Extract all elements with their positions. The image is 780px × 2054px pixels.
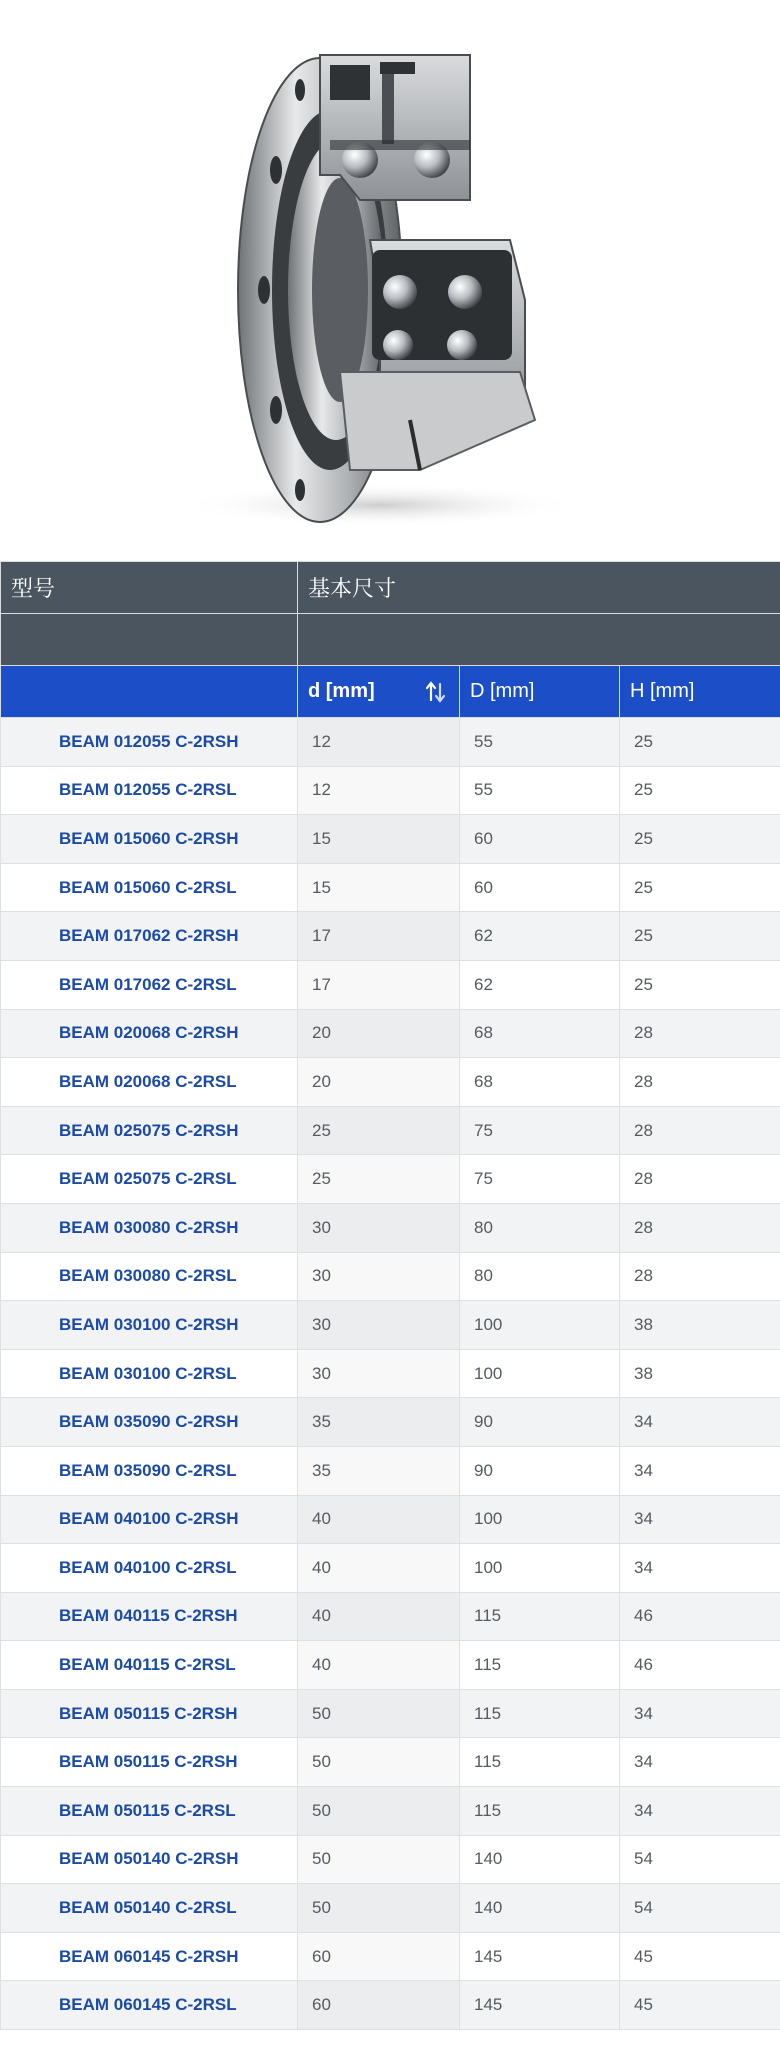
cell-H: 34 bbox=[620, 1495, 780, 1544]
table-body bbox=[1, 718, 780, 2030]
header-basic-dimensions: 基本尺寸 bbox=[298, 562, 780, 614]
model-link[interactable]: BEAM 012055 C-2RSH bbox=[1, 718, 298, 767]
cell-H: 34 bbox=[620, 1787, 780, 1836]
model-link[interactable]: BEAM 030100 C-2RSL bbox=[1, 1349, 298, 1398]
cell-H: 25 bbox=[620, 766, 780, 815]
cell-D: 100 bbox=[460, 1349, 620, 1398]
cell-H: 45 bbox=[620, 1981, 780, 2030]
cell-H: 45 bbox=[620, 1932, 780, 1981]
model-link[interactable]: BEAM 060145 C-2RSH bbox=[1, 1932, 298, 1981]
cell-H: 38 bbox=[620, 1349, 780, 1398]
cell-d: 30 bbox=[298, 1203, 460, 1252]
table-row bbox=[1, 912, 780, 961]
cell-d: 25 bbox=[298, 1106, 460, 1155]
cell-d: 50 bbox=[298, 1787, 460, 1836]
cell-d: 17 bbox=[298, 960, 460, 1009]
cell-D: 80 bbox=[460, 1252, 620, 1301]
cell-D: 115 bbox=[460, 1592, 620, 1641]
column-header-d-label: d [mm] bbox=[308, 680, 375, 702]
model-link[interactable]: BEAM 017062 C-2RSL bbox=[1, 960, 298, 1009]
cell-d: 40 bbox=[298, 1544, 460, 1593]
table-row bbox=[1, 1203, 780, 1252]
cell-D: 100 bbox=[460, 1301, 620, 1350]
cell-D: 90 bbox=[460, 1398, 620, 1447]
model-link[interactable]: BEAM 030100 C-2RSH bbox=[1, 1301, 298, 1350]
cell-d: 30 bbox=[298, 1301, 460, 1350]
cell-D: 68 bbox=[460, 1058, 620, 1107]
cell-D: 115 bbox=[460, 1738, 620, 1787]
cell-H: 25 bbox=[620, 863, 780, 912]
model-link[interactable]: BEAM 012055 C-2RSL bbox=[1, 766, 298, 815]
table-row bbox=[1, 960, 780, 1009]
model-link[interactable]: BEAM 035090 C-2RSL bbox=[1, 1446, 298, 1495]
column-header-H[interactable]: H [mm] bbox=[620, 666, 780, 718]
cell-H: 34 bbox=[620, 1544, 780, 1593]
sort-arrows-icon[interactable] bbox=[425, 680, 447, 704]
cell-d: 50 bbox=[298, 1738, 460, 1787]
cell-H: 25 bbox=[620, 960, 780, 1009]
column-header-blank bbox=[1, 666, 298, 718]
cell-H: 28 bbox=[620, 1058, 780, 1107]
cell-H: 46 bbox=[620, 1641, 780, 1690]
table-row bbox=[1, 1981, 780, 2030]
product-table bbox=[0, 561, 780, 2030]
cell-H: 34 bbox=[620, 1738, 780, 1787]
model-link[interactable]: BEAM 050140 C-2RSH bbox=[1, 1835, 298, 1884]
cell-H: 54 bbox=[620, 1884, 780, 1933]
table-row bbox=[1, 863, 780, 912]
cell-D: 100 bbox=[460, 1544, 620, 1593]
model-link[interactable]: BEAM 015060 C-2RSH bbox=[1, 815, 298, 864]
table-row bbox=[1, 1106, 780, 1155]
table-row bbox=[1, 1738, 780, 1787]
model-link[interactable]: BEAM 060145 C-2RSL bbox=[1, 1981, 298, 2030]
model-link[interactable]: BEAM 025075 C-2RSL bbox=[1, 1155, 298, 1204]
cell-H: 25 bbox=[620, 912, 780, 961]
model-link[interactable]: BEAM 050115 C-2RSH bbox=[1, 1689, 298, 1738]
product-table-container bbox=[0, 561, 780, 2030]
product-image bbox=[0, 0, 780, 560]
table-row bbox=[1, 1932, 780, 1981]
cell-d: 50 bbox=[298, 1689, 460, 1738]
cell-H: 34 bbox=[620, 1446, 780, 1495]
table-row bbox=[1, 1155, 780, 1204]
cell-d: 25 bbox=[298, 1155, 460, 1204]
model-link[interactable]: BEAM 030080 C-2RSL bbox=[1, 1252, 298, 1301]
model-link[interactable]: BEAM 040115 C-2RSL bbox=[1, 1641, 298, 1690]
cell-D: 55 bbox=[460, 718, 620, 767]
table-row bbox=[1, 815, 780, 864]
cell-H: 46 bbox=[620, 1592, 780, 1641]
cell-H: 28 bbox=[620, 1252, 780, 1301]
cell-D: 115 bbox=[460, 1787, 620, 1836]
cell-H: 28 bbox=[620, 1106, 780, 1155]
cell-H: 34 bbox=[620, 1689, 780, 1738]
cell-H: 28 bbox=[620, 1203, 780, 1252]
table-row bbox=[1, 1058, 780, 1107]
cell-D: 100 bbox=[460, 1495, 620, 1544]
cell-d: 60 bbox=[298, 1981, 460, 2030]
column-header-d[interactable] bbox=[298, 666, 460, 718]
cell-d: 40 bbox=[298, 1641, 460, 1690]
header-spacer-right bbox=[298, 614, 780, 666]
model-link[interactable]: BEAM 050140 C-2RSL bbox=[1, 1884, 298, 1933]
cell-H: 28 bbox=[620, 1155, 780, 1204]
table-row bbox=[1, 1349, 780, 1398]
cell-d: 35 bbox=[298, 1446, 460, 1495]
cell-H: 28 bbox=[620, 1009, 780, 1058]
table-row bbox=[1, 1009, 780, 1058]
model-link[interactable]: BEAM 025075 C-2RSH bbox=[1, 1106, 298, 1155]
cell-d: 15 bbox=[298, 863, 460, 912]
cell-d: 17 bbox=[298, 912, 460, 961]
table-row bbox=[1, 1544, 780, 1593]
table-row bbox=[1, 1884, 780, 1933]
model-link[interactable]: BEAM 040100 C-2RSL bbox=[1, 1544, 298, 1593]
cell-d: 12 bbox=[298, 718, 460, 767]
table-row bbox=[1, 1689, 780, 1738]
table-row bbox=[1, 1252, 780, 1301]
cell-d: 50 bbox=[298, 1835, 460, 1884]
model-link[interactable]: BEAM 020068 C-2RSH bbox=[1, 1009, 298, 1058]
cell-d: 30 bbox=[298, 1349, 460, 1398]
cell-D: 80 bbox=[460, 1203, 620, 1252]
cell-D: 90 bbox=[460, 1446, 620, 1495]
cell-D: 115 bbox=[460, 1641, 620, 1690]
table-row bbox=[1, 1592, 780, 1641]
cell-d: 50 bbox=[298, 1884, 460, 1933]
cell-D: 140 bbox=[460, 1884, 620, 1933]
cell-H: 34 bbox=[620, 1398, 780, 1447]
cell-D: 60 bbox=[460, 863, 620, 912]
table-row bbox=[1, 1495, 780, 1544]
cell-d: 12 bbox=[298, 766, 460, 815]
model-link[interactable]: BEAM 015060 C-2RSL bbox=[1, 863, 298, 912]
cell-d: 40 bbox=[298, 1592, 460, 1641]
model-link[interactable]: BEAM 040115 C-2RSH bbox=[1, 1592, 298, 1641]
cell-D: 75 bbox=[460, 1106, 620, 1155]
table-column-header-row bbox=[1, 666, 780, 718]
cell-d: 20 bbox=[298, 1058, 460, 1107]
model-link[interactable]: BEAM 030080 C-2RSH bbox=[1, 1203, 298, 1252]
model-link[interactable]: BEAM 040100 C-2RSH bbox=[1, 1495, 298, 1544]
header-spacer-left bbox=[1, 614, 298, 666]
table-row bbox=[1, 1641, 780, 1690]
cell-D: 145 bbox=[460, 1981, 620, 2030]
cell-D: 145 bbox=[460, 1932, 620, 1981]
cell-D: 62 bbox=[460, 960, 620, 1009]
cell-D: 62 bbox=[460, 912, 620, 961]
cell-d: 30 bbox=[298, 1252, 460, 1301]
table-subheader-row bbox=[1, 614, 780, 666]
table-row bbox=[1, 766, 780, 815]
cell-d: 60 bbox=[298, 1932, 460, 1981]
bearing-illustration bbox=[0, 0, 780, 560]
table-row bbox=[1, 1446, 780, 1495]
cell-H: 25 bbox=[620, 815, 780, 864]
header-model: 型号 bbox=[1, 562, 298, 614]
cell-D: 115 bbox=[460, 1689, 620, 1738]
model-link[interactable]: BEAM 050115 C-2RSL bbox=[1, 1787, 298, 1836]
table-row bbox=[1, 1398, 780, 1447]
cell-D: 140 bbox=[460, 1835, 620, 1884]
model-link[interactable]: BEAM 035090 C-2RSH bbox=[1, 1398, 298, 1447]
model-link[interactable]: BEAM 050115 C-2RSH bbox=[1, 1738, 298, 1787]
table-row bbox=[1, 1301, 780, 1350]
cell-H: 54 bbox=[620, 1835, 780, 1884]
cell-d: 40 bbox=[298, 1495, 460, 1544]
cell-d: 15 bbox=[298, 815, 460, 864]
table-group-header-row bbox=[1, 562, 780, 614]
cell-H: 25 bbox=[620, 718, 780, 767]
cell-H: 38 bbox=[620, 1301, 780, 1350]
table-row bbox=[1, 1787, 780, 1836]
table-row bbox=[1, 1835, 780, 1884]
cell-d: 20 bbox=[298, 1009, 460, 1058]
column-header-D[interactable]: D [mm] bbox=[460, 666, 620, 718]
cell-d: 35 bbox=[298, 1398, 460, 1447]
model-link[interactable]: BEAM 020068 C-2RSL bbox=[1, 1058, 298, 1107]
cell-D: 60 bbox=[460, 815, 620, 864]
cell-D: 75 bbox=[460, 1155, 620, 1204]
table-row bbox=[1, 718, 780, 767]
cell-D: 55 bbox=[460, 766, 620, 815]
cell-D: 68 bbox=[460, 1009, 620, 1058]
model-link[interactable]: BEAM 017062 C-2RSH bbox=[1, 912, 298, 961]
